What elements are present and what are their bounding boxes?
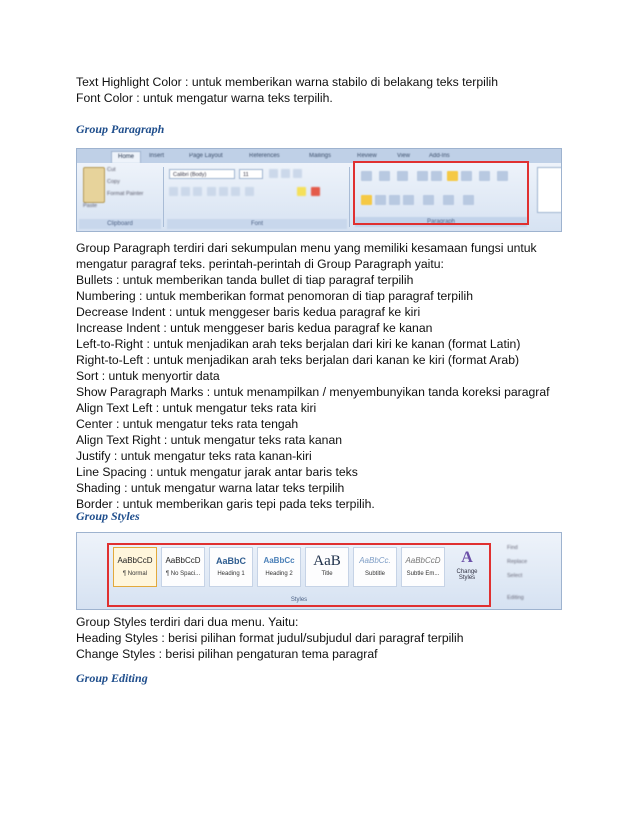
- editing-group-label: Editing: [507, 595, 524, 601]
- clear-format-icon: [293, 169, 302, 178]
- copy-item: Copy: [107, 179, 120, 185]
- style-sample: AaBbC: [215, 556, 246, 566]
- tab-references: References: [249, 153, 280, 159]
- paragraph-line: Justify : untuk mengatur teks rata kanan-kiri: [76, 449, 312, 463]
- tab-review: Review: [357, 153, 377, 159]
- style-name: ¶ Normal: [122, 571, 148, 577]
- styles-line: Change Styles : berisi pilihan pengaturan tema paragraf: [76, 647, 378, 661]
- font-name-box: Calibri (Body): [169, 169, 235, 179]
- font-size-box: 11: [239, 169, 263, 179]
- paragraph-line: Bullets : untuk memberikan tanda bullet di tiap paragraf terpilih: [76, 273, 414, 287]
- style-name: Title: [321, 571, 333, 577]
- tab-mailings: Mailings: [309, 153, 332, 159]
- paste-icon: [83, 167, 105, 203]
- grow-font-icon: [269, 169, 278, 178]
- paragraph-line: Line Spacing : untuk mengatur jarak antar baris teks: [76, 465, 358, 479]
- paragraph-line: Center : untuk mengatur teks rata tengah: [76, 417, 299, 431]
- paragraph-line: Shading : untuk mengatur warna latar teks terpilih: [76, 481, 345, 495]
- tab-view: View: [397, 153, 410, 159]
- separator: [163, 167, 164, 227]
- shrink-font-icon: [281, 169, 290, 178]
- underline-icon: [193, 187, 202, 196]
- paragraph-line: Align Text Right : untuk mengatur teks rata kanan: [76, 433, 343, 447]
- select-item: Select: [507, 573, 523, 579]
- bold-icon: [169, 187, 178, 196]
- style-name: Heading 1: [217, 571, 245, 577]
- style-sample: AaBbCc.: [359, 556, 391, 565]
- styles-line: Group Styles terdiri dari dua menu. Yaitu:: [76, 615, 299, 629]
- change-styles-label: Change Styles: [456, 569, 478, 581]
- paragraph-line: Group Paragraph terdiri dari sekumpulan menu yang memiliki kesamaan fungsi untuk: [76, 241, 537, 255]
- heading-group-editing: Group Editing: [76, 671, 148, 685]
- separator: [349, 167, 350, 227]
- style-sample: AaB: [313, 553, 341, 569]
- ribbon-paragraph-screenshot: [76, 148, 562, 232]
- style-name: Subtitle: [364, 571, 385, 577]
- clipboard-group-label: Clipboard: [79, 219, 161, 229]
- styles-line: Heading Styles : berisi pilihan format judul/subjudul dari paragraf terpilih: [76, 631, 464, 645]
- format-painter-item: Format Painter: [107, 191, 144, 197]
- subscript-icon: [219, 187, 228, 196]
- style-sample: AaBbCcD: [405, 556, 441, 565]
- styles-group-label: Styles: [290, 597, 308, 603]
- paragraph-line: mengatur paragraf teks. perintah-perintah di Group Paragraph yaitu:: [76, 257, 444, 271]
- ribbon-styles-screenshot: [76, 532, 562, 610]
- italic-icon: [181, 187, 190, 196]
- paragraph-line: Border : untuk memberikan garis tepi pada teks terpilih.: [76, 497, 375, 511]
- cut-item: Cut: [107, 167, 116, 173]
- change-case-icon: [245, 187, 254, 196]
- styles-preview-fragment: [537, 167, 562, 213]
- paste-label: Paste: [83, 203, 98, 209]
- intro-line-text-highlight: Text Highlight Color : untuk memberikan warna stabilo di belakang teks terpilih: [76, 75, 499, 89]
- paragraph-line: Increase Indent : untuk menggeser baris kedua paragraf ke kanan: [76, 321, 433, 335]
- change-styles-icon: A: [461, 549, 473, 566]
- style-sample: AaBbCcD: [165, 556, 201, 565]
- tab-home: Home: [111, 151, 141, 163]
- paragraph-line: Align Text Left : untuk mengatur teks rata kiri: [76, 401, 317, 415]
- paragraph-line: Right-to-Left : untuk menjadikan arah teks berjalan dari kanan ke kiri (format Arab): [76, 353, 520, 367]
- paragraph-line: Numbering : untuk memberikan format penomoran di tiap paragraf terpilih: [76, 289, 473, 303]
- style-sample: AaBbCc: [263, 556, 295, 565]
- paragraph-line: Sort : untuk menyortir data: [76, 369, 220, 383]
- font-color-icon: [311, 187, 320, 196]
- intro-line-font-color: Font Color : untuk mengatur warna teks terpilih.: [76, 91, 333, 105]
- style-name: ¶ No Spaci...: [165, 571, 201, 577]
- strikethrough-icon: [207, 187, 216, 196]
- tab-page-layout: Page Layout: [189, 153, 223, 159]
- style-name: Heading 2: [265, 571, 293, 577]
- paragraph-line: Decrease Indent : untuk menggeser baris kedua paragraf ke kiri: [76, 305, 421, 319]
- heading-group-styles: Group Styles: [76, 509, 140, 523]
- paragraph-group-label: Paragraph: [355, 217, 527, 227]
- find-item: Find: [507, 545, 518, 551]
- heading-group-paragraph: Group Paragraph: [76, 122, 165, 136]
- styles-group-highlight: [107, 543, 491, 607]
- paragraph-line: Show Paragraph Marks : untuk menampilkan / menyembunyikan tanda koreksi paragraf: [76, 385, 550, 399]
- replace-item: Replace: [507, 559, 528, 565]
- tab-add-ins: Add-Ins: [429, 153, 450, 159]
- superscript-icon: [231, 187, 240, 196]
- style-sample: AaBbCcD: [117, 556, 153, 565]
- paragraph-group-highlight: [353, 161, 529, 225]
- style-name: Subtle Em...: [406, 571, 440, 577]
- highlight-color-icon: [297, 187, 306, 196]
- paragraph-line: Left-to-Right : untuk menjadikan arah teks berjalan dari kiri ke kanan (format Latin): [76, 337, 521, 351]
- font-group-label: Font: [167, 219, 347, 229]
- tab-insert: Insert: [149, 153, 165, 159]
